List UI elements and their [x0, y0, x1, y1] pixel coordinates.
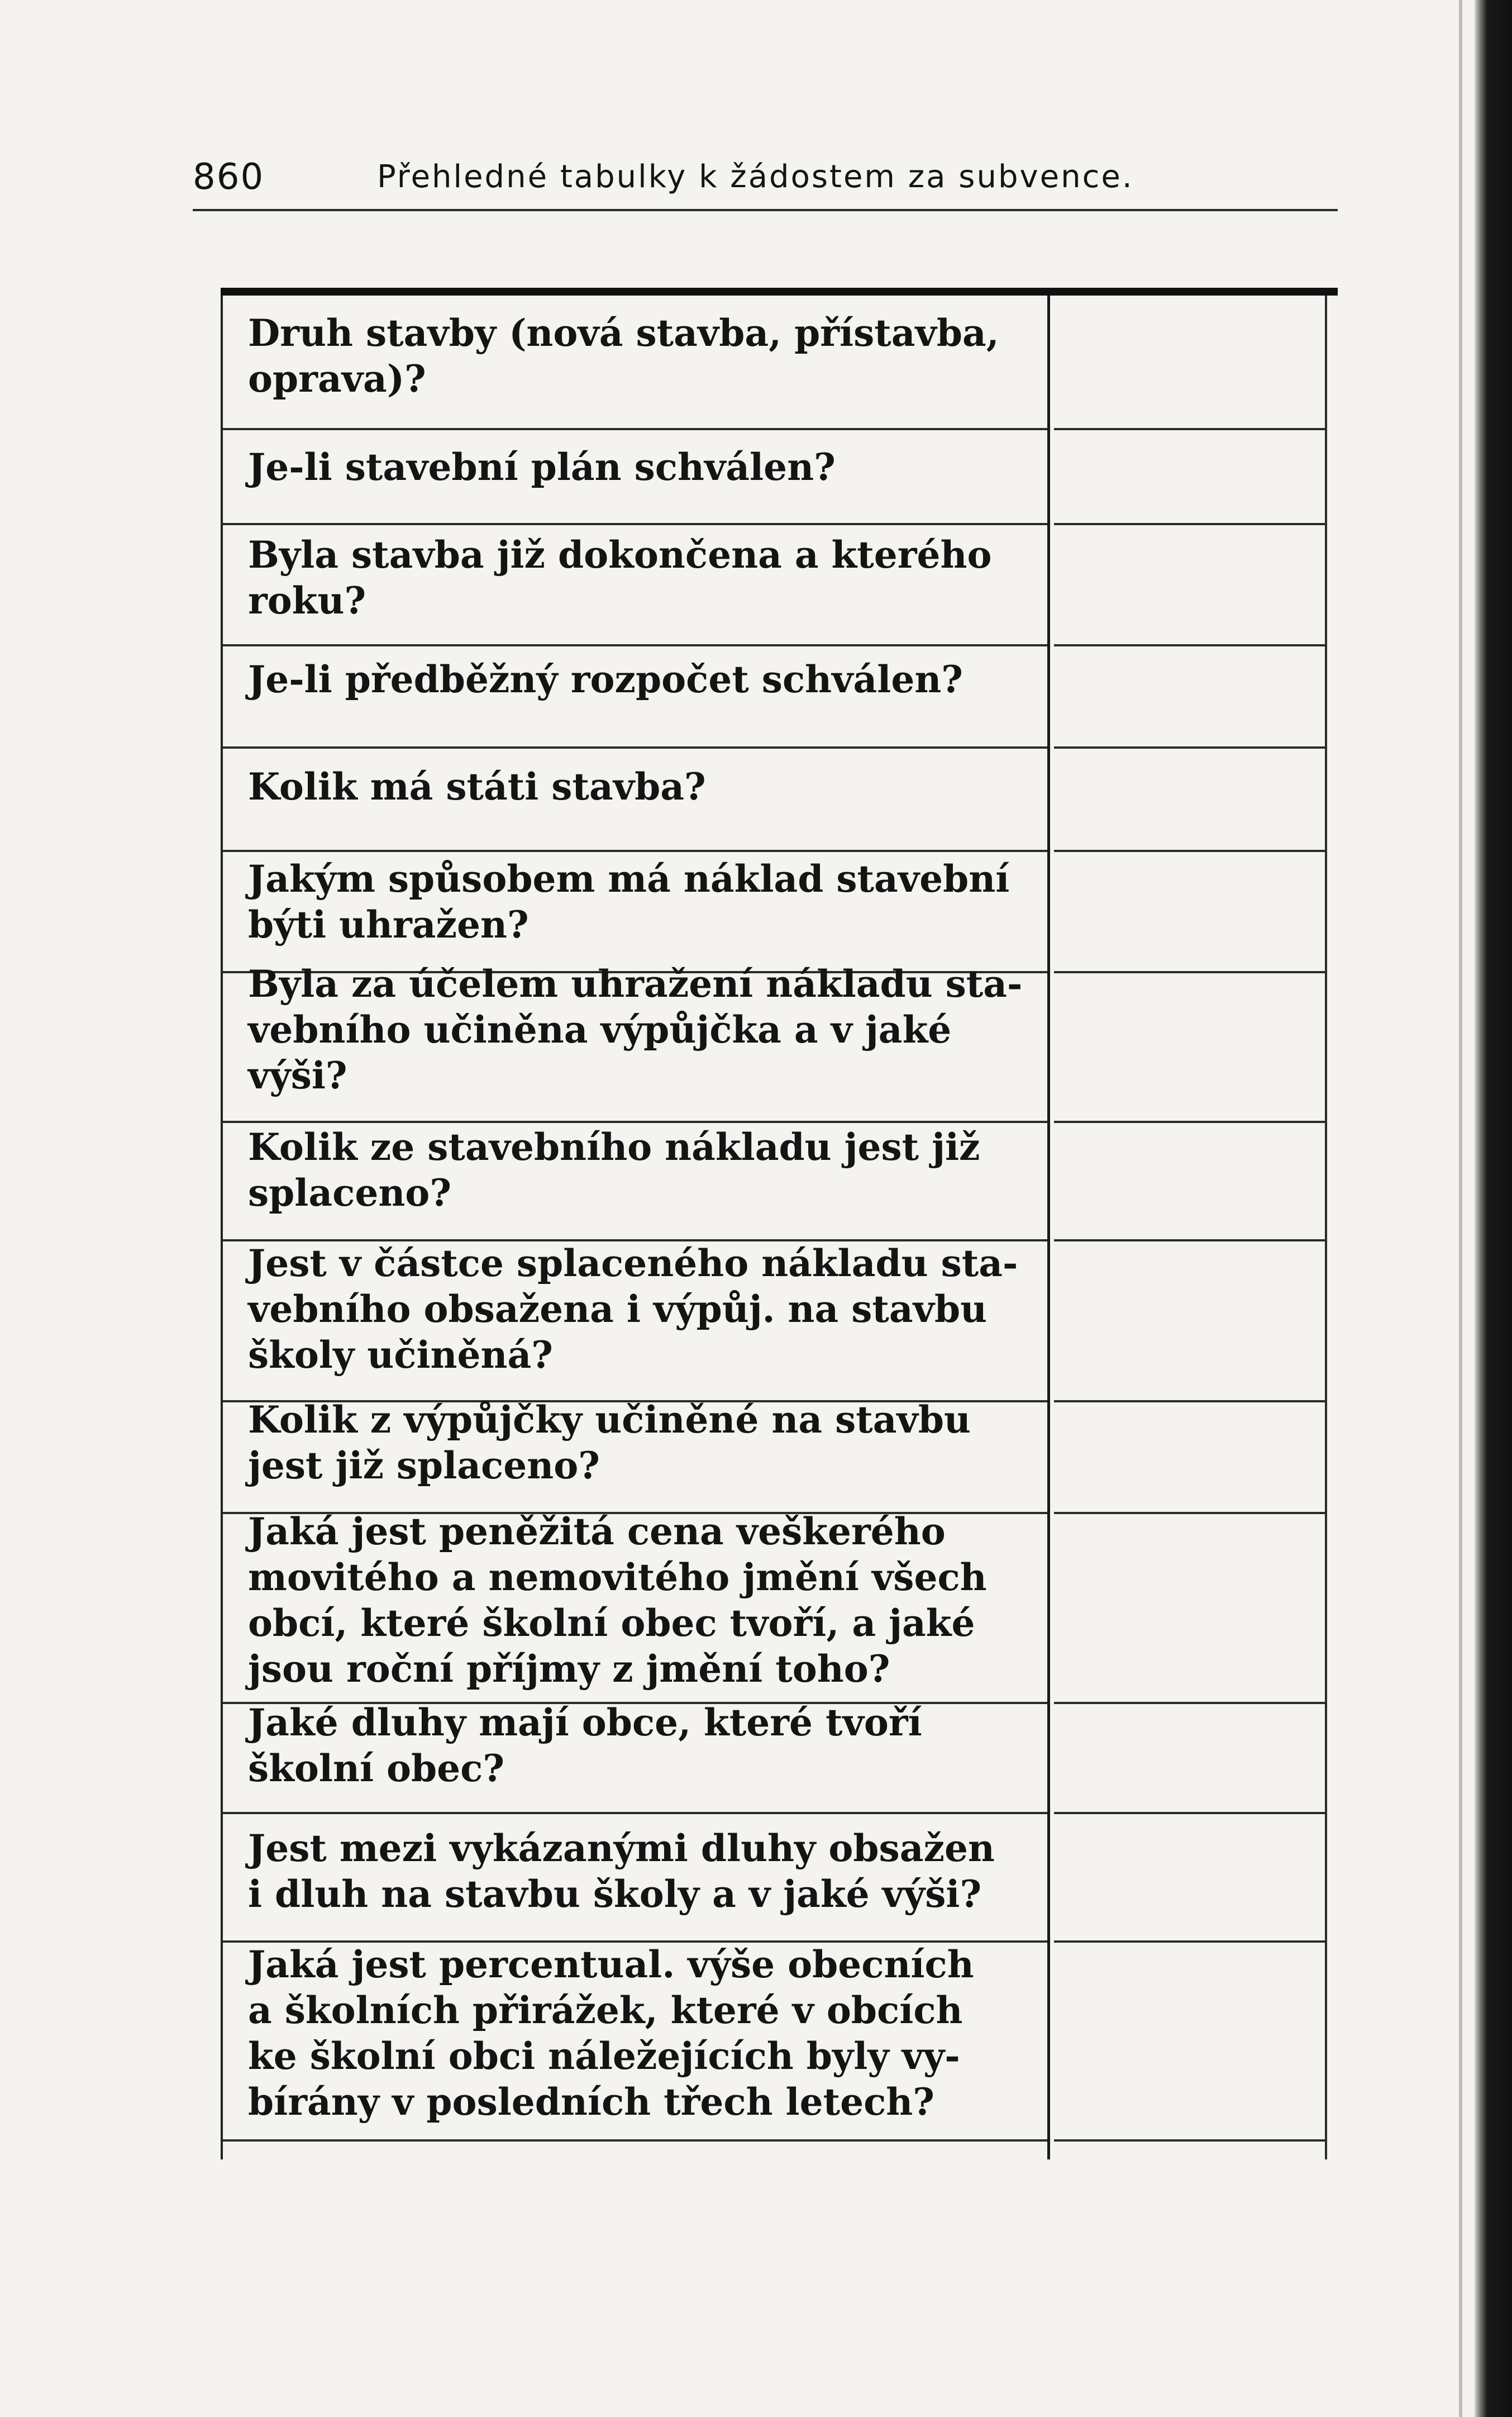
question-row-loan-included [223, 1240, 1325, 1402]
question-text: Jaké dluhy mají obce, které tvoří školní obec? [248, 1701, 922, 1790]
row-rule [223, 2139, 1047, 2142]
question-text: Kolik má státi stavba? [248, 765, 706, 808]
answer-cell[interactable] [1050, 1509, 1325, 1704]
question-row-construction-completed [223, 532, 1325, 646]
question-row-cost-repaid [223, 1124, 1325, 1241]
question-text: Jaká jest peněžitá cena veškerého movitého a nemovitého jmění všech obcí, které školní obec tvoří, a jaké jsou roční příjmy z jmění toho? [248, 1510, 987, 1691]
answer-cell[interactable] [1050, 1700, 1325, 1814]
row-rule-answer [1054, 644, 1325, 646]
running-title: Přehledné tabulky k žádostem za subvence. [377, 159, 1134, 195]
row-rule-answer [1054, 850, 1325, 852]
answer-cell[interactable] [1050, 1240, 1325, 1402]
page-edge [1475, 0, 1512, 2417]
question-text: Kolik z výpůjčky učiněné na stavbu jest již splaceno? [248, 1398, 971, 1487]
answer-cell[interactable] [1050, 961, 1325, 1123]
question-row-school-debt [223, 1825, 1325, 1943]
row-rule [223, 523, 1047, 525]
answer-cell[interactable] [1050, 764, 1325, 852]
answer-cell[interactable] [1050, 444, 1325, 525]
row-rule [223, 1121, 1047, 1123]
question-row-building-cost [223, 764, 1325, 852]
answer-cell[interactable] [1050, 310, 1325, 430]
question-text: Kolik ze stavebního nákladu jest již splaceno? [248, 1125, 980, 1215]
row-rule [223, 644, 1047, 646]
row-rule [223, 428, 1047, 430]
answer-cell[interactable] [1050, 1825, 1325, 1943]
answer-cell[interactable] [1050, 532, 1325, 646]
row-rule [223, 850, 1047, 852]
question-row-surcharges [223, 1942, 1325, 2142]
answer-cell[interactable] [1050, 1397, 1325, 1514]
question-text: Je-li stavební plán schválen? [248, 445, 836, 489]
page-edge-shadow [1459, 0, 1462, 2417]
question-row-loan [223, 961, 1325, 1123]
running-head [193, 151, 1349, 212]
question-text: Byla stavba již dokončena a kterého roku? [248, 533, 992, 622]
table-top-rule [221, 288, 1338, 296]
row-rule-answer [1054, 1812, 1325, 1814]
question-row-loan-repaid [223, 1397, 1325, 1514]
answer-cell[interactable] [1050, 656, 1325, 749]
question-text: Je-li předběžný rozpočet schválen? [248, 658, 963, 701]
question-row-plan-approved [223, 444, 1325, 525]
question-row-cost-coverage [223, 856, 1325, 973]
row-rule-answer [1054, 428, 1325, 430]
question-text: Jakým spůsobem má náklad stavební býti uhražen? [248, 857, 1010, 946]
question-row-budget-approved [223, 656, 1325, 749]
header-rule [193, 209, 1338, 211]
row-rule-answer [1054, 746, 1325, 749]
row-rule [223, 1812, 1047, 1814]
questionnaire-table [221, 288, 1338, 2159]
question-text: Jest mezi vykázanými dluhy obsažen i dluh na stavbu školy a v jaké výši? [248, 1826, 995, 1916]
question-row-property-value [223, 1509, 1325, 1704]
question-row-municipal-debts [223, 1700, 1325, 1814]
page-number: 860 [193, 156, 265, 198]
question-row-building-type [223, 310, 1325, 430]
table-right-rule [1325, 296, 1327, 2159]
question-text: Jest v částce splaceného nákladu sta- vebního obsažena i výpůj. na stavbu školy učiněná? [248, 1241, 1018, 1377]
answer-cell[interactable] [1050, 1942, 1325, 2142]
row-rule-answer [1054, 2139, 1325, 2142]
answer-cell[interactable] [1050, 856, 1325, 973]
row-rule-answer [1054, 1121, 1325, 1123]
question-text: Byla za účelem uhražení nákladu sta- vebního učiněna výpůjčka a v jaké výši? [248, 962, 1023, 1097]
question-text: Druh stavby (nová stavba, přístavba, oprava)? [248, 311, 999, 401]
question-text: Jaká jest percentual. výše obecních a školních přirážek, které v obcích ke školní obci náležejících byly vy- bírány v posledních třech letech? [248, 1943, 974, 2124]
row-rule [223, 746, 1047, 749]
answer-cell[interactable] [1050, 1124, 1325, 1241]
row-rule-answer [1054, 523, 1325, 525]
